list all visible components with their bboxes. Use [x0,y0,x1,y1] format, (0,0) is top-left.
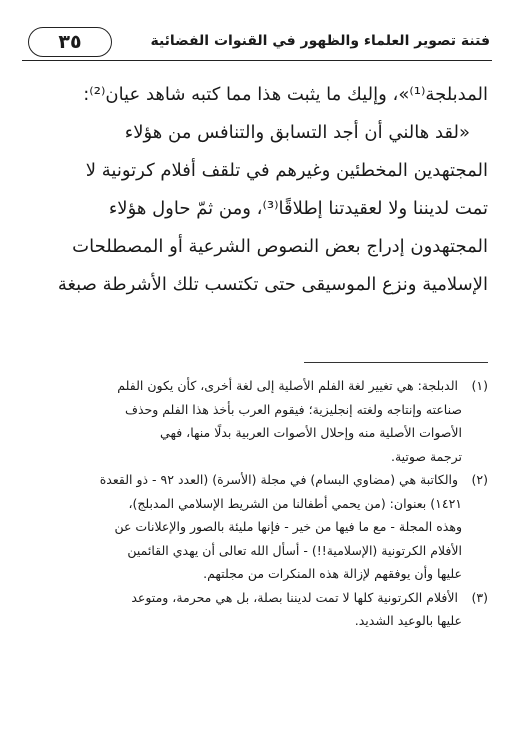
footnote-3 [24,586,488,633]
page-number-badge [28,27,112,57]
page-number: ٣٥ [58,31,82,53]
running-title: فتنة تصوير العلماء والظهور في القنوات الفضائية [150,33,490,49]
page-header [22,26,492,61]
body-line: الإسلامية ونزع الموسيقى حتى تكتسب تلك الأشرطة صبغة [57,274,488,295]
footnote-line: عليها بالوعيد الشديد. [354,613,462,628]
footnote-line: الدبلجة: هي تغيير لغة الفلم الأصلية إلى لغة أخرى، كأن يكون الفلم [117,378,459,393]
footnote-line: صناعته وإنتاجه ولغته إنجليزية؛ فيقوم العرب بأخذ هذا الفلم وحذف [124,401,462,417]
footnote-line: الأصوات الأصلية منه وإحلال الأصوات العربية بدلًا منها، فهي [160,425,462,440]
body-line: المجتهدون إدراج بعض النصوص الشرعية أو المصطلحات [72,236,488,257]
footnote-line: ١٤٢١) بعنوان: (من يحمي أطفالنا من الشريط الإسلامي المدبلج)، [128,495,462,511]
footnote-line: والكاتبة هي (مضاوي البسام) في مجلة (الأسرة) (العدد ٩٢ - ذو القعدة [99,472,459,487]
footnote-2 [24,468,488,586]
footnote-line: عليها وأن يوفقهم لإزالة هذه المنكرات من مجلتهم. [203,566,462,581]
footnotes [24,374,488,633]
footnote-1 [24,374,488,468]
footnote-separator [304,362,488,363]
body-line: المدبلجة⁽¹⁾»، وإليك ما يثبت هذا مما كتبه شاهد عيان⁽²⁾: [83,84,488,105]
body-line: المجتهدين المخطئين وغيرهم في تلقف أفلام كرتونية لا [85,160,488,181]
body-text [26,76,488,304]
footnote-number: (١) [471,378,488,393]
footnote-line: وهذه المجلة - مع ما فيها من خير - فإنها مليئة بالصور والإعلانات عن [114,519,462,534]
footnote-line: ترجمة صوتية. [390,448,462,464]
body-line: «لقد هالني أن أجد التسابق والتنافس من هؤلاء [124,122,470,143]
footnote-line: الأفلام الكرتونية (الإسلامية!!) - أسأل الله تعالى أن يهدي القائمين [127,542,462,558]
body-line: تمت لديننا ولا لعقيدتنا إطلاقًا⁽³⁾، ومن ثمّ حاول هؤلاء [108,198,488,219]
footnote-number: (٢) [471,472,488,487]
footnote-number: (٣) [471,589,488,605]
footnote-line: الأفلام الكرتونية كلها لا تمت لديننا بصلة، بل هي محرمة، ومتوعد [131,589,459,605]
